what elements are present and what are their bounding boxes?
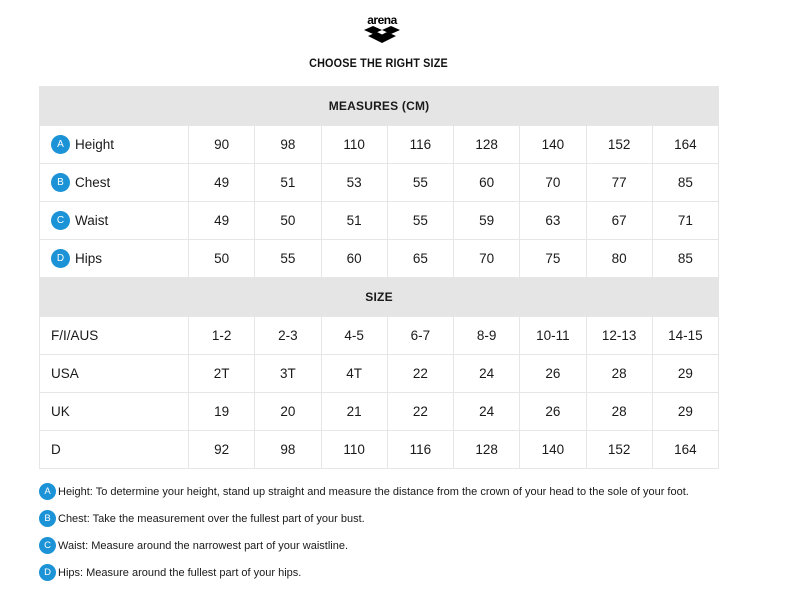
measure-value-cell: 70 [454,240,520,278]
measure-value-cell: 98 [255,126,321,164]
measure-value-cell: 51 [321,202,387,240]
size-value-cell: 8-9 [454,317,520,355]
size-value-cell: 2T [189,355,255,393]
measure-label: Waist [75,213,109,228]
measure-value-cell: 50 [189,240,255,278]
measure-value-cell: 152 [586,126,652,164]
measure-value-cell: 116 [387,126,453,164]
measure-value-cell: 55 [387,164,453,202]
measure-value-cell: 71 [652,202,718,240]
size-value-cell: 22 [387,355,453,393]
measure-value-cell: 90 [189,126,255,164]
size-row-fiaus [40,317,719,355]
measure-value-cell: 67 [586,202,652,240]
measure-row-waist [40,202,719,240]
note-text: Chest: Take the measurement over the fullest part of your bust. [58,512,365,525]
size-value-cell: 28 [586,355,652,393]
size-value-cell: 24 [454,393,520,431]
note-item [39,478,779,505]
measure-value-cell: 51 [255,164,321,202]
page-title: CHOOSE THE RIGHT SIZE [309,56,448,70]
size-value-cell: 24 [454,355,520,393]
note-item [39,532,779,559]
size-value-cell: 22 [387,393,453,431]
note-item [39,505,779,532]
size-value-cell: 110 [321,431,387,469]
measure-value-cell: 60 [454,164,520,202]
note-badge: D [39,564,56,581]
size-value-cell: 4T [321,355,387,393]
measure-value-cell: 128 [454,126,520,164]
size-value-cell: 152 [586,431,652,469]
measure-badge: C [51,211,70,230]
size-value-cell: 116 [387,431,453,469]
measure-value-cell: 110 [321,126,387,164]
note-badge: A [39,483,56,500]
size-system-label: USA [40,355,189,393]
measure-label-cell [40,164,189,202]
measure-row-height [40,126,719,164]
size-value-cell: 10-11 [520,317,586,355]
size-row-usa [40,355,719,393]
measure-label-cell [40,202,189,240]
size-value-cell: 26 [520,393,586,431]
measure-value-cell: 55 [387,202,453,240]
measure-value-cell: 70 [520,164,586,202]
size-value-cell: 3T [255,355,321,393]
measure-value-cell: 85 [652,240,718,278]
size-value-cell: 28 [586,393,652,431]
measure-label: Height [75,137,115,152]
size-value-cell: 29 [652,393,718,431]
brand-logo [362,14,402,46]
size-value-cell: 29 [652,355,718,393]
note-text: Hips: Measure around the fullest part of your hips. [58,566,302,579]
measure-row-chest [40,164,719,202]
measure-badge: A [51,135,70,154]
measure-value-cell: 50 [255,202,321,240]
size-system-label: F/I/AUS [40,317,189,355]
measure-label-cell [40,126,189,164]
arena-diamond-logo-icon [363,26,401,44]
note-item [39,559,779,586]
size-value-cell: 92 [189,431,255,469]
size-value-cell: 12-13 [586,317,652,355]
size-value-cell: 98 [255,431,321,469]
size-value-cell: 128 [454,431,520,469]
size-value-cell: 1-2 [189,317,255,355]
measure-value-cell: 59 [454,202,520,240]
measure-label: Chest [75,175,111,190]
measures-header: MEASURES (CM) [40,87,719,126]
size-value-cell: 140 [520,431,586,469]
note-badge: B [39,510,56,527]
size-header-row [40,278,719,317]
size-value-cell: 2-3 [255,317,321,355]
measure-value-cell: 164 [652,126,718,164]
measure-badge: B [51,173,70,192]
note-text: Height: To determine your height, stand up straight and measure the distance from the crown of your head to the sole of your foot. [58,485,689,498]
measure-label-cell [40,240,189,278]
measure-badge: D [51,249,70,268]
measure-value-cell: 49 [189,164,255,202]
size-system-label: D [40,431,189,469]
size-chart-table [39,86,719,469]
measure-value-cell: 63 [520,202,586,240]
logo-wordmark: arena [367,13,397,27]
size-value-cell: 26 [520,355,586,393]
size-value-cell: 164 [652,431,718,469]
measure-value-cell: 140 [520,126,586,164]
size-system-label: UK [40,393,189,431]
size-header: SIZE [40,278,719,317]
measure-value-cell: 80 [586,240,652,278]
note-text: Waist: Measure around the narrowest part of your waistline. [58,539,349,552]
size-row-d [40,431,719,469]
measure-value-cell: 77 [586,164,652,202]
measure-row-hips [40,240,719,278]
measure-value-cell: 53 [321,164,387,202]
size-value-cell: 21 [321,393,387,431]
size-value-cell: 20 [255,393,321,431]
measurement-notes [39,478,779,586]
size-value-cell: 19 [189,393,255,431]
note-badge: C [39,537,56,554]
measure-value-cell: 60 [321,240,387,278]
measure-value-cell: 85 [652,164,718,202]
measure-value-cell: 49 [189,202,255,240]
measure-value-cell: 65 [387,240,453,278]
measure-value-cell: 55 [255,240,321,278]
size-row-uk [40,393,719,431]
measure-label: Hips [75,251,103,266]
measures-header-row [40,87,719,126]
size-value-cell: 14-15 [652,317,718,355]
size-value-cell: 6-7 [387,317,453,355]
measure-value-cell: 75 [520,240,586,278]
size-value-cell: 4-5 [321,317,387,355]
